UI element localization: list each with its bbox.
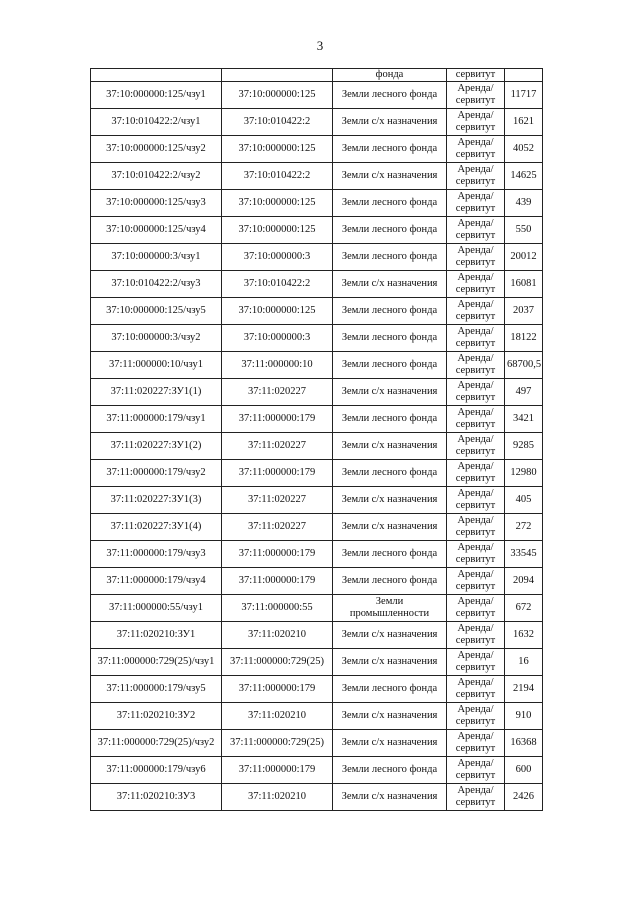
- page-number: 3: [316, 38, 324, 53]
- zone-cell: 37:11:000000:179/чзу1: [91, 406, 222, 433]
- land-category-cell: Земли с/х назначения: [333, 379, 447, 406]
- parcel-cell: 37:11:020210: [222, 622, 333, 649]
- land-category-cell: Земли лесного фонда: [333, 136, 447, 163]
- land-category-cell: Земли лесного фонда: [333, 217, 447, 244]
- right-type-cell: сервитут: [447, 69, 505, 82]
- right-type-cell: Аренда/ сервитут: [447, 244, 505, 271]
- parcel-cell: 37:11:000000:55: [222, 595, 333, 622]
- land-category-cell: Земли с/х назначения: [333, 109, 447, 136]
- parcel-cell: 37:11:020210: [222, 703, 333, 730]
- land-parcels-table: [90, 68, 543, 811]
- area-cell: 33545: [505, 541, 543, 568]
- land-category-cell: Земли лесного фонда: [333, 244, 447, 271]
- land-category-cell: Земли лесного фонда: [333, 460, 447, 487]
- land-category-cell: Земли промышленности: [333, 595, 447, 622]
- land-category-cell: Земли лесного фонда: [333, 568, 447, 595]
- area-cell: 9285: [505, 433, 543, 460]
- parcel-cell: 37:11:000000:179: [222, 676, 333, 703]
- parcel-cell: 37:10:010422:2: [222, 271, 333, 298]
- table-row: [91, 514, 543, 541]
- zone-cell: 37:10:010422:2/чзу1: [91, 109, 222, 136]
- right-type-cell: Аренда/ сервитут: [447, 352, 505, 379]
- right-type-cell: Аренда/ сервитут: [447, 379, 505, 406]
- table-row: [91, 244, 543, 271]
- parcel-cell: 37:11:020227: [222, 379, 333, 406]
- zone-cell: 37:10:000000:125/чзу1: [91, 82, 222, 109]
- table-row: [91, 541, 543, 568]
- area-cell: 2194: [505, 676, 543, 703]
- area-cell: 3421: [505, 406, 543, 433]
- land-category-cell: Земли лесного фонда: [333, 352, 447, 379]
- table-row: [91, 784, 543, 811]
- zone-cell: 37:11:000000:729(25)/чзу2: [91, 730, 222, 757]
- table-row: [91, 190, 543, 217]
- parcel-cell: 37:11:000000:179: [222, 568, 333, 595]
- zone-cell: 37:10:000000:125/чзу3: [91, 190, 222, 217]
- area-cell: 2037: [505, 298, 543, 325]
- right-type-cell: Аренда/ сервитут: [447, 460, 505, 487]
- right-type-cell: Аренда/ сервитут: [447, 82, 505, 109]
- zone-cell: 37:10:000000:3/чзу2: [91, 325, 222, 352]
- table-row: [91, 460, 543, 487]
- area-cell: 14625: [505, 163, 543, 190]
- parcel-cell: 37:11:020227: [222, 514, 333, 541]
- parcel-cell: 37:11:020210: [222, 784, 333, 811]
- area-cell: 672: [505, 595, 543, 622]
- zone-cell: 37:11:020210:ЗУ1: [91, 622, 222, 649]
- land-category-cell: Земли с/х назначения: [333, 487, 447, 514]
- zone-cell: 37:11:020210:ЗУ3: [91, 784, 222, 811]
- zone-cell: 37:10:000000:125/чзу5: [91, 298, 222, 325]
- parcel-cell: 37:11:000000:729(25): [222, 730, 333, 757]
- area-cell: 1632: [505, 622, 543, 649]
- parcel-cell: 37:11:020227: [222, 433, 333, 460]
- zone-cell: 37:11:020227:ЗУ1(3): [91, 487, 222, 514]
- land-category-cell: фонда: [333, 69, 447, 82]
- parcel-cell: 37:11:000000:10: [222, 352, 333, 379]
- right-type-cell: Аренда/ сервитут: [447, 676, 505, 703]
- table-row: [91, 352, 543, 379]
- right-type-cell: Аренда/ сервитут: [447, 703, 505, 730]
- table-body: [91, 69, 543, 811]
- table-row: [91, 271, 543, 298]
- area-cell: 1621: [505, 109, 543, 136]
- parcel-cell: 37:10:010422:2: [222, 163, 333, 190]
- zone-cell: 37:11:020227:ЗУ1(2): [91, 433, 222, 460]
- parcel-cell: 37:11:000000:179: [222, 757, 333, 784]
- land-category-cell: Земли лесного фонда: [333, 406, 447, 433]
- area-cell: 272: [505, 514, 543, 541]
- right-type-cell: Аренда/ сервитут: [447, 325, 505, 352]
- table-row: [91, 136, 543, 163]
- land-category-cell: Земли с/х назначения: [333, 703, 447, 730]
- area-cell: 600: [505, 757, 543, 784]
- land-category-cell: Земли с/х назначения: [333, 163, 447, 190]
- zone-cell: 37:10:000000:125/чзу2: [91, 136, 222, 163]
- continued-row: [91, 69, 543, 82]
- table-row: [91, 379, 543, 406]
- right-type-cell: Аренда/ сервитут: [447, 622, 505, 649]
- table-row: [91, 298, 543, 325]
- parcel-cell: [222, 69, 333, 82]
- area-cell: 910: [505, 703, 543, 730]
- right-type-cell: Аренда/ сервитут: [447, 190, 505, 217]
- land-category-cell: Земли с/х назначения: [333, 514, 447, 541]
- right-type-cell: Аренда/ сервитут: [447, 298, 505, 325]
- area-cell: 68700,5: [505, 352, 543, 379]
- right-type-cell: Аренда/ сервитут: [447, 649, 505, 676]
- right-type-cell: Аренда/ сервитут: [447, 514, 505, 541]
- zone-cell: 37:11:020227:ЗУ1(4): [91, 514, 222, 541]
- parcel-cell: 37:10:000000:125: [222, 190, 333, 217]
- zone-cell: 37:11:000000:179/чзу3: [91, 541, 222, 568]
- land-category-cell: Земли лесного фонда: [333, 190, 447, 217]
- zone-cell: 37:11:000000:179/чзу5: [91, 676, 222, 703]
- table-row: [91, 676, 543, 703]
- right-type-cell: Аренда/ сервитут: [447, 217, 505, 244]
- table-row: [91, 433, 543, 460]
- area-cell: 16368: [505, 730, 543, 757]
- parcel-cell: 37:10:010422:2: [222, 109, 333, 136]
- right-type-cell: Аренда/ сервитут: [447, 487, 505, 514]
- area-cell: 12980: [505, 460, 543, 487]
- right-type-cell: Аренда/ сервитут: [447, 730, 505, 757]
- zone-cell: 37:11:000000:179/чзу6: [91, 757, 222, 784]
- land-category-cell: Земли с/х назначения: [333, 784, 447, 811]
- land-category-cell: Земли с/х назначения: [333, 730, 447, 757]
- parcel-cell: 37:10:000000:3: [222, 325, 333, 352]
- land-category-cell: Земли лесного фонда: [333, 325, 447, 352]
- zone-cell: 37:10:000000:125/чзу4: [91, 217, 222, 244]
- area-cell: 20012: [505, 244, 543, 271]
- zone-cell: 37:11:000000:179/чзу2: [91, 460, 222, 487]
- land-category-cell: Земли с/х назначения: [333, 622, 447, 649]
- table-row: [91, 568, 543, 595]
- zone-cell: 37:11:000000:729(25)/чзу1: [91, 649, 222, 676]
- area-cell: 16: [505, 649, 543, 676]
- zone-cell: 37:11:000000:179/чзу4: [91, 568, 222, 595]
- parcel-cell: 37:10:000000:125: [222, 298, 333, 325]
- table-row: [91, 757, 543, 784]
- area-cell: 497: [505, 379, 543, 406]
- parcel-cell: 37:11:000000:179: [222, 541, 333, 568]
- parcel-cell: 37:10:000000:3: [222, 244, 333, 271]
- land-category-cell: Земли с/х назначения: [333, 649, 447, 676]
- land-category-cell: Земли лесного фонда: [333, 541, 447, 568]
- table-row: [91, 109, 543, 136]
- table-row: [91, 487, 543, 514]
- table-row: [91, 163, 543, 190]
- parcel-cell: 37:11:000000:179: [222, 460, 333, 487]
- right-type-cell: Аренда/ сервитут: [447, 406, 505, 433]
- table-row: [91, 730, 543, 757]
- zone-cell: 37:11:020210:ЗУ2: [91, 703, 222, 730]
- table-row: [91, 703, 543, 730]
- zone-cell: 37:10:010422:2/чзу3: [91, 271, 222, 298]
- parcel-cell: 37:10:000000:125: [222, 136, 333, 163]
- zone-cell: 37:11:020227:ЗУ1(1): [91, 379, 222, 406]
- table-row: [91, 325, 543, 352]
- land-category-cell: Земли лесного фонда: [333, 298, 447, 325]
- table-row: [91, 217, 543, 244]
- land-category-cell: Земли лесного фонда: [333, 757, 447, 784]
- area-cell: 550: [505, 217, 543, 244]
- area-cell: 4052: [505, 136, 543, 163]
- parcel-cell: 37:11:000000:729(25): [222, 649, 333, 676]
- right-type-cell: Аренда/ сервитут: [447, 433, 505, 460]
- area-cell: 11717: [505, 82, 543, 109]
- area-cell: 16081: [505, 271, 543, 298]
- table-row: [91, 595, 543, 622]
- right-type-cell: Аренда/ сервитут: [447, 757, 505, 784]
- parcel-cell: 37:11:000000:179: [222, 406, 333, 433]
- right-type-cell: Аренда/ сервитут: [447, 163, 505, 190]
- right-type-cell: Аренда/ сервитут: [447, 784, 505, 811]
- area-cell: 18122: [505, 325, 543, 352]
- land-category-cell: Земли с/х назначения: [333, 433, 447, 460]
- zone-cell: 37:10:000000:3/чзу1: [91, 244, 222, 271]
- table-row: [91, 622, 543, 649]
- area-cell: 2426: [505, 784, 543, 811]
- area-cell: 2094: [505, 568, 543, 595]
- right-type-cell: Аренда/ сервитут: [447, 136, 505, 163]
- right-type-cell: Аренда/ сервитут: [447, 271, 505, 298]
- zone-cell: 37:11:000000:10/чзу1: [91, 352, 222, 379]
- land-category-cell: Земли с/х назначения: [333, 271, 447, 298]
- zone-cell: 37:11:000000:55/чзу1: [91, 595, 222, 622]
- zone-cell: 37:10:010422:2/чзу2: [91, 163, 222, 190]
- land-category-cell: Земли лесного фонда: [333, 676, 447, 703]
- table-row: [91, 406, 543, 433]
- right-type-cell: Аренда/ сервитут: [447, 595, 505, 622]
- right-type-cell: Аренда/ сервитут: [447, 541, 505, 568]
- area-cell: 439: [505, 190, 543, 217]
- zone-cell: [91, 69, 222, 82]
- parcel-cell: 37:10:000000:125: [222, 217, 333, 244]
- area-cell: 405: [505, 487, 543, 514]
- table-row: [91, 649, 543, 676]
- parcel-cell: 37:11:020227: [222, 487, 333, 514]
- area-cell: [505, 69, 543, 82]
- land-category-cell: Земли лесного фонда: [333, 82, 447, 109]
- right-type-cell: Аренда/ сервитут: [447, 568, 505, 595]
- right-type-cell: Аренда/ сервитут: [447, 109, 505, 136]
- table-row: [91, 82, 543, 109]
- parcel-cell: 37:10:000000:125: [222, 82, 333, 109]
